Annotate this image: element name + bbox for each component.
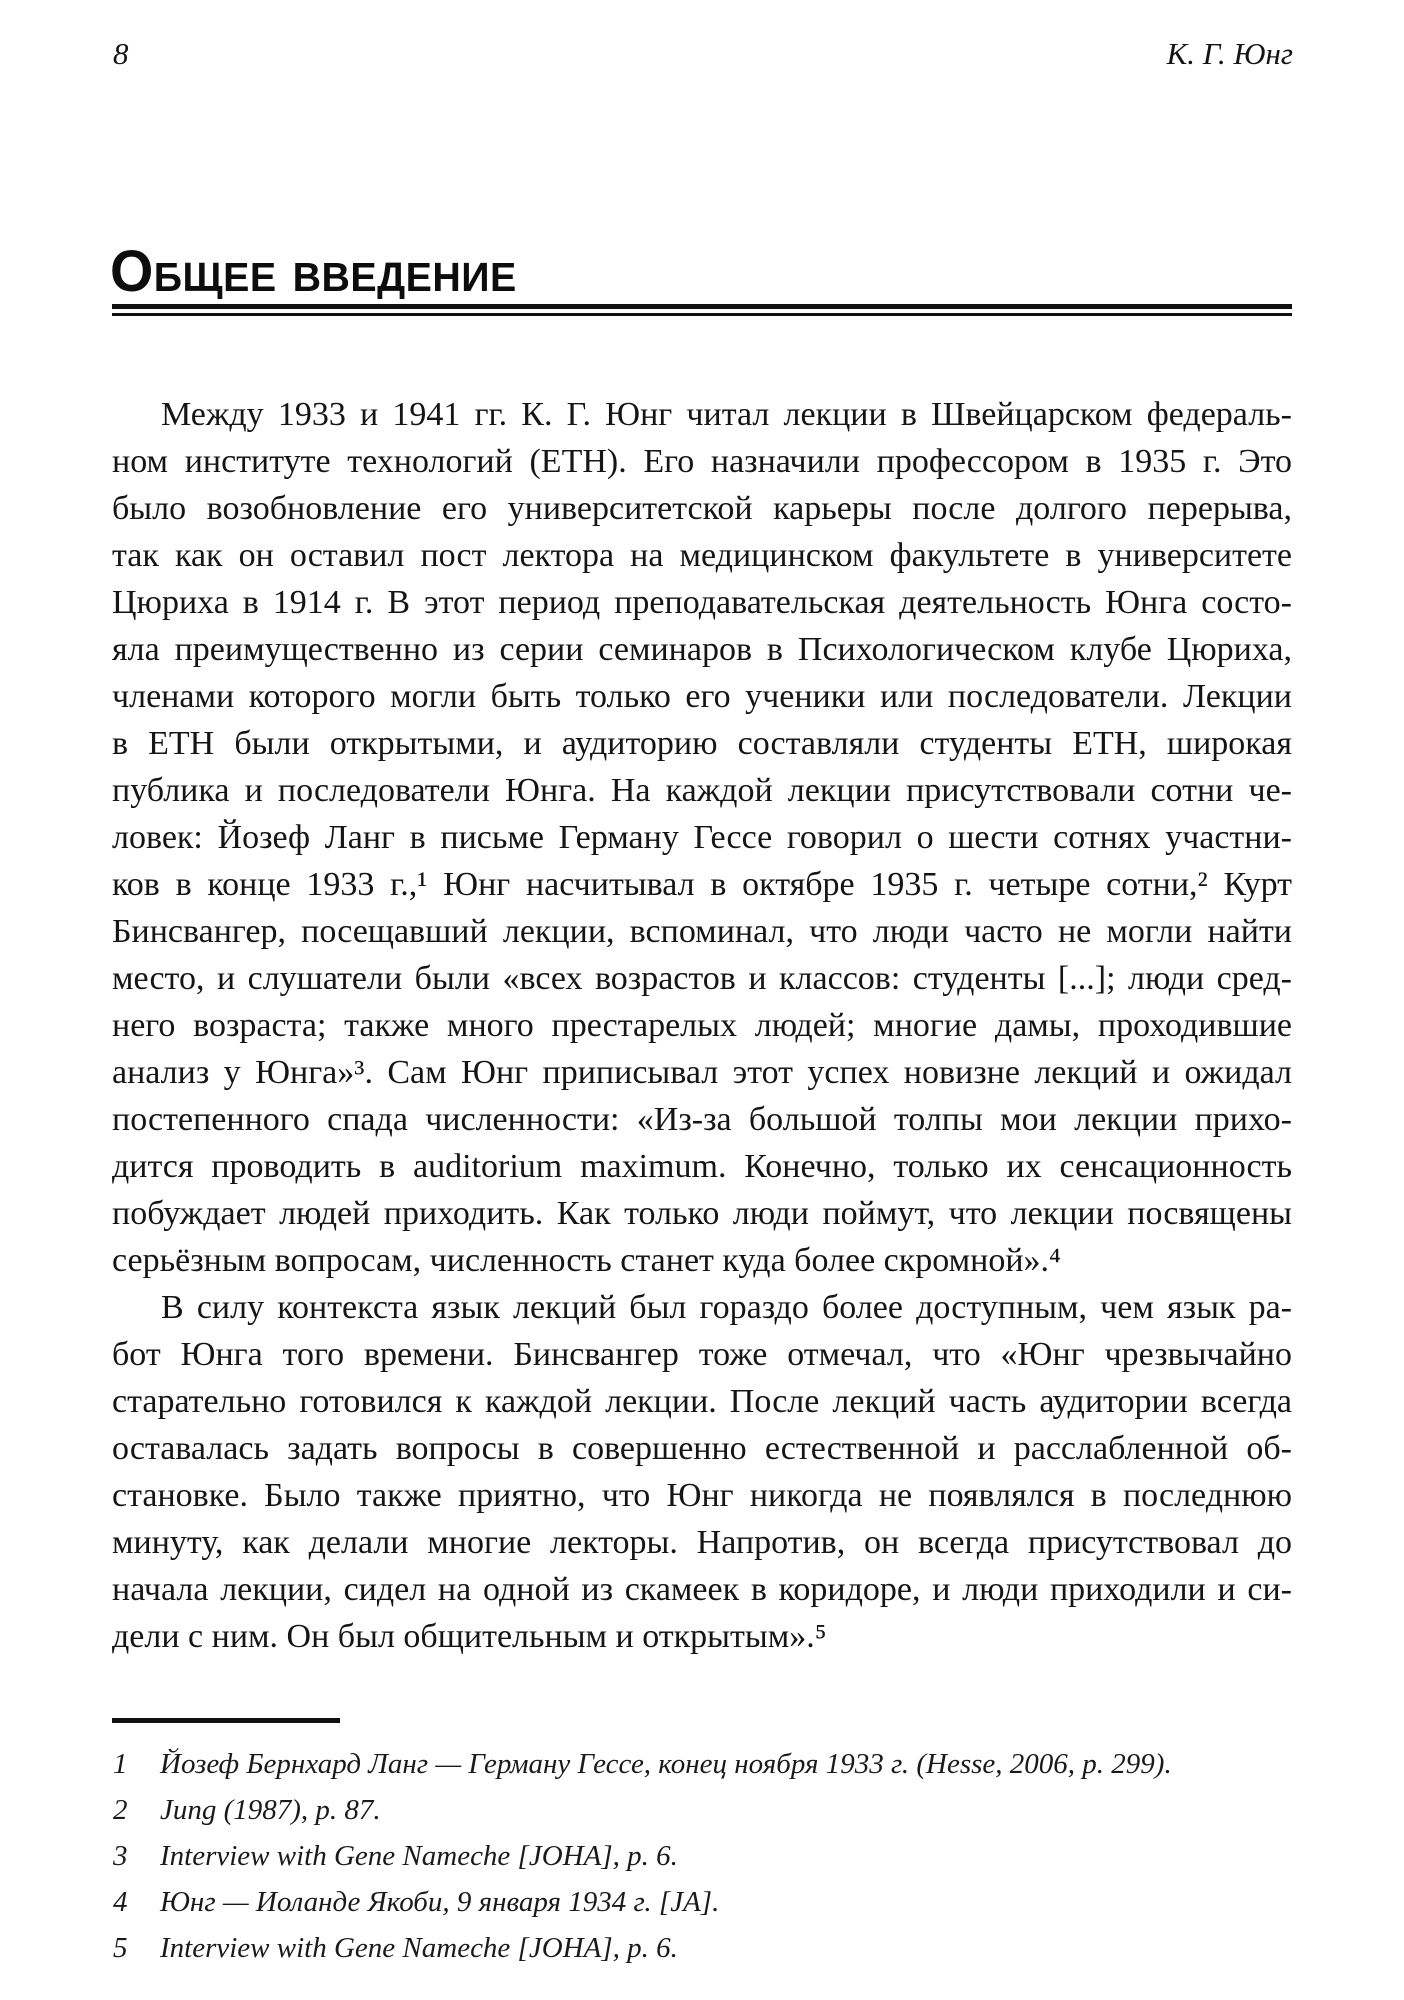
footnote-item [113,1833,1293,1879]
text-line: яла преимущественно из серии семинаров в Психологическом клубе Цюриха, [112,631,1292,668]
text-line: оставалась задать вопросы в совершенно естественной и расслабленной об- [112,1430,1292,1467]
footnote-number: 5 [113,1932,128,1964]
footnote-item [113,1741,1293,1787]
text-line: побуждает людей приходить. Как только люди поймут, что лекции посвящены [112,1195,1292,1232]
text-line: дели с ним. Он был общительным и открытым».⁵ [112,1618,827,1655]
text-line: так как он оставил пост лектора на медицинском факультете в университете [112,537,1292,574]
footnote-number: 1 [113,1748,128,1780]
text-line: Бинсвангер, посещавший лекции, вспоминал, что люди часто не могли найти [112,913,1292,950]
footnote-item [113,1787,1293,1833]
text-line: В силу контекста язык лекций был гораздо более доступным, чем язык ра- [161,1289,1292,1326]
footnote-number: 3 [113,1840,128,1872]
section-title: Общее введение [110,239,517,304]
footnote-number: 2 [113,1794,128,1826]
text-line: анализ у Юнга»³. Сам Юнг приписывал этот успех новизне лекций и ожидал [112,1054,1292,1091]
text-line: ков в конце 1933 г.,¹ Юнг насчитывал в октябре 1935 г. четыре сотни,² Курт [112,866,1292,903]
text-line: дится проводить в auditorium maximum. Конечно, только их сенсационность [112,1148,1292,1185]
text-line: постепенного спада численности: «Из-за большой толпы мои лекции прихо- [112,1101,1292,1138]
footnote-text: Jung (1987), p. 87. [160,1794,381,1826]
body-text [112,391,1292,1660]
text-line: публика и последователи Юнга. На каждой лекции присутствовали сотни че- [112,772,1292,809]
text-line: место, и слушатели были «всех возрастов и классов: студенты [...]; люди сред- [112,960,1292,997]
text-line: было возобновление его университетской карьеры после долгого перерыва, [112,490,1292,527]
text-line: минуту, как делали многие лекторы. Напротив, он всегда присутствовал до [112,1524,1292,1561]
text-line: ном институте технологий (ETH). Его назначили профессором в 1935 г. Это [112,443,1292,480]
text-line: становке. Было также приятно, что Юнг никогда не появлялся в последнюю [112,1477,1292,1514]
text-line: начала лекции, сидел на одной из скамеек в коридоре, и люди приходили и си- [112,1571,1292,1608]
text-line: ловек: Йозеф Ланг в письме Герману Гессе говорил о шести сотнях участни- [112,819,1292,856]
running-title: К. Г. Юнг [1166,36,1293,71]
page-header [113,36,1293,72]
footnote-item [113,1925,1293,1971]
text-line: Между 1933 и 1941 гг. К. Г. Юнг читал лекции в Швейцарском федераль- [161,396,1292,433]
footnote-text: Йозеф Бернхард Ланг — Герману Гессе, конец ноября 1933 г. (Hesse, 2006, p. 299). [160,1748,1172,1780]
text-line: него возраста; также много престарелых людей; многие дамы, проходившие [112,1007,1292,1044]
text-line: в ETH были открытыми, и аудиторию составляли студенты ETH, широкая [112,725,1292,762]
text-line: бот Юнга того времени. Бинсвангер тоже отмечал, что «Юнг чрезвычайно [112,1336,1292,1373]
text-line: серьёзным вопросам, численность станет куда более скромной».⁴ [112,1242,1061,1279]
footnote-text: Interview with Gene Nameche [JOHA], p. 6. [160,1840,678,1872]
footnote-separator-rule [112,1718,340,1723]
title-double-rule [112,304,1292,316]
footnote-text: Interview with Gene Nameche [JOHA], p. 6. [160,1932,678,1964]
footnote-number: 4 [113,1886,128,1918]
footnote-text: Юнг — Иоланде Якоби, 9 января 1934 г. [JA]. [160,1886,720,1918]
footnotes [113,1741,1293,1971]
text-line: старательно готовился к каждой лекции. После лекций часть аудитории всегда [112,1383,1292,1420]
page-number: 8 [113,36,129,71]
footnote-item [113,1879,1293,1925]
text-line: членами которого могли быть только его ученики или последователи. Лекции [112,678,1292,715]
text-line: Цюриха в 1914 г. В этот период преподавательская деятельность Юнга состо- [112,584,1292,621]
